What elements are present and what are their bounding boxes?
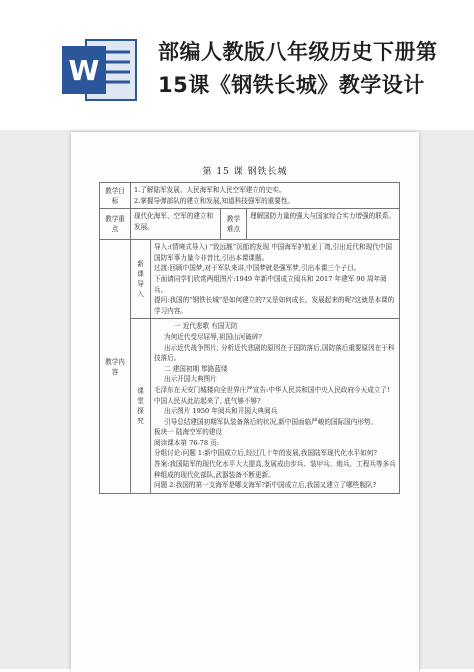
document-page[interactable] (71, 132, 419, 672)
intro-line: 下面请同学们欣赏两组图片:1949 年新中国成立阅兵和 2017 年建军 90 周年阅兵。 (154, 274, 387, 294)
explore-row (100, 319, 400, 494)
word-document-icon (60, 36, 140, 104)
key-point-content: 现代化海军、空军的建立和发展。 (131, 209, 221, 240)
explore-label (131, 319, 151, 494)
explore-line: 为何近代受尽屈辱,祖国山河破碎? (164, 332, 262, 341)
explore-line: 引导总结建国初期军队装备落后的状况,新中国面临严峻的国际国内形势。 (164, 417, 378, 426)
content-label-text: 教学内容 (105, 357, 125, 376)
explore-line: 出示近代战争图片, 分析近代悲剧的原因在于国防落后,国防落后重要原因在于科技落后。 (154, 343, 395, 363)
title-banner (0, 0, 474, 130)
objectives-content (131, 183, 400, 209)
objective-item: 2.掌握导弹部队的建立和发展,知道科技强军的重要性。 (134, 196, 295, 205)
difficulty-label: 教学难点 (221, 209, 247, 240)
banner-title-line2: 15课《钢铁长城》教学设计 (158, 73, 425, 97)
banner-title (158, 36, 458, 102)
explore-line: 阅读课本第 76-78 页: (154, 438, 219, 447)
explore-line: 答案:我国陆军的现代化水平大大提高,发展成由步兵、装甲兵、炮兵、工程兵等多兵种组成的现代化部队,武器装备不断更新。 (154, 460, 396, 479)
explore-line: 一 近代悲歌 有国无防 (174, 322, 238, 331)
explore-line: 问题 2:我国的第一支海军是哪支海军?新中国成立后,我国又建立了哪些舰队? (154, 481, 377, 490)
objectives-label: 教学目标 (100, 183, 131, 209)
intro-row (100, 240, 400, 319)
explore-line: 出示图片 1950 年阅兵和开国大典阅兵 (164, 407, 278, 416)
word-logo-letter: W (68, 54, 100, 87)
explore-line: 分组讨论:问题 1:新中国成立后,经过几十年的发展,我国陆军现代化水平如何? (154, 449, 377, 458)
lesson-plan-table (99, 182, 400, 494)
explore-content (151, 319, 400, 494)
intro-label (131, 240, 151, 319)
explore-line: 板块一 陆海空军的建设 (154, 428, 223, 437)
objective-item: 1.了解陆军发展、人民海军和人民空军建立的史实。 (134, 186, 286, 194)
explore-line: 二 建国初期 筚路蓝缕 (164, 364, 228, 373)
explore-line: 出示开国大典图片 (164, 375, 217, 384)
intro-line: 过渡:回顾中国梦,对于军队来讲,中国梦就是强军梦,引出本课三个子目。 (154, 264, 361, 273)
intro-line: 导入:(情境式导入) “致远舰”沉船的发现 中国海军护航亚丁湾,引出近代和现代中国国防军事力量今非昔比,引出本课课题。 (154, 243, 392, 262)
intro-label-text: 新课导入 (137, 260, 144, 299)
content-label (100, 240, 131, 494)
intro-line: 提问:我国的“钢铁长城”是如何建立的?又是如何成长、发展起来的呢?这就是本课的学习内容。 (154, 296, 395, 315)
key-point-label: 教学重点 (100, 209, 131, 240)
lesson-heading: 第 15 课 钢铁长城 (202, 167, 288, 177)
explore-label-text: 课堂探究 (137, 387, 144, 426)
banner-title-line1: 部编人教版八年级历史下册第 (158, 40, 438, 64)
difficulty-content: 理解国防力量的强大与国家综合实力增强的联系。 (247, 209, 400, 240)
intro-content (151, 240, 400, 319)
key-difficulty-row (100, 209, 400, 240)
objectives-row (100, 183, 400, 209)
explore-line: 毛泽东在天安门城楼向全世界庄严宣告:中华人民共和国中央人民政府今天成立了!中国人民从此站起来了, 底气够不够? (154, 385, 390, 405)
